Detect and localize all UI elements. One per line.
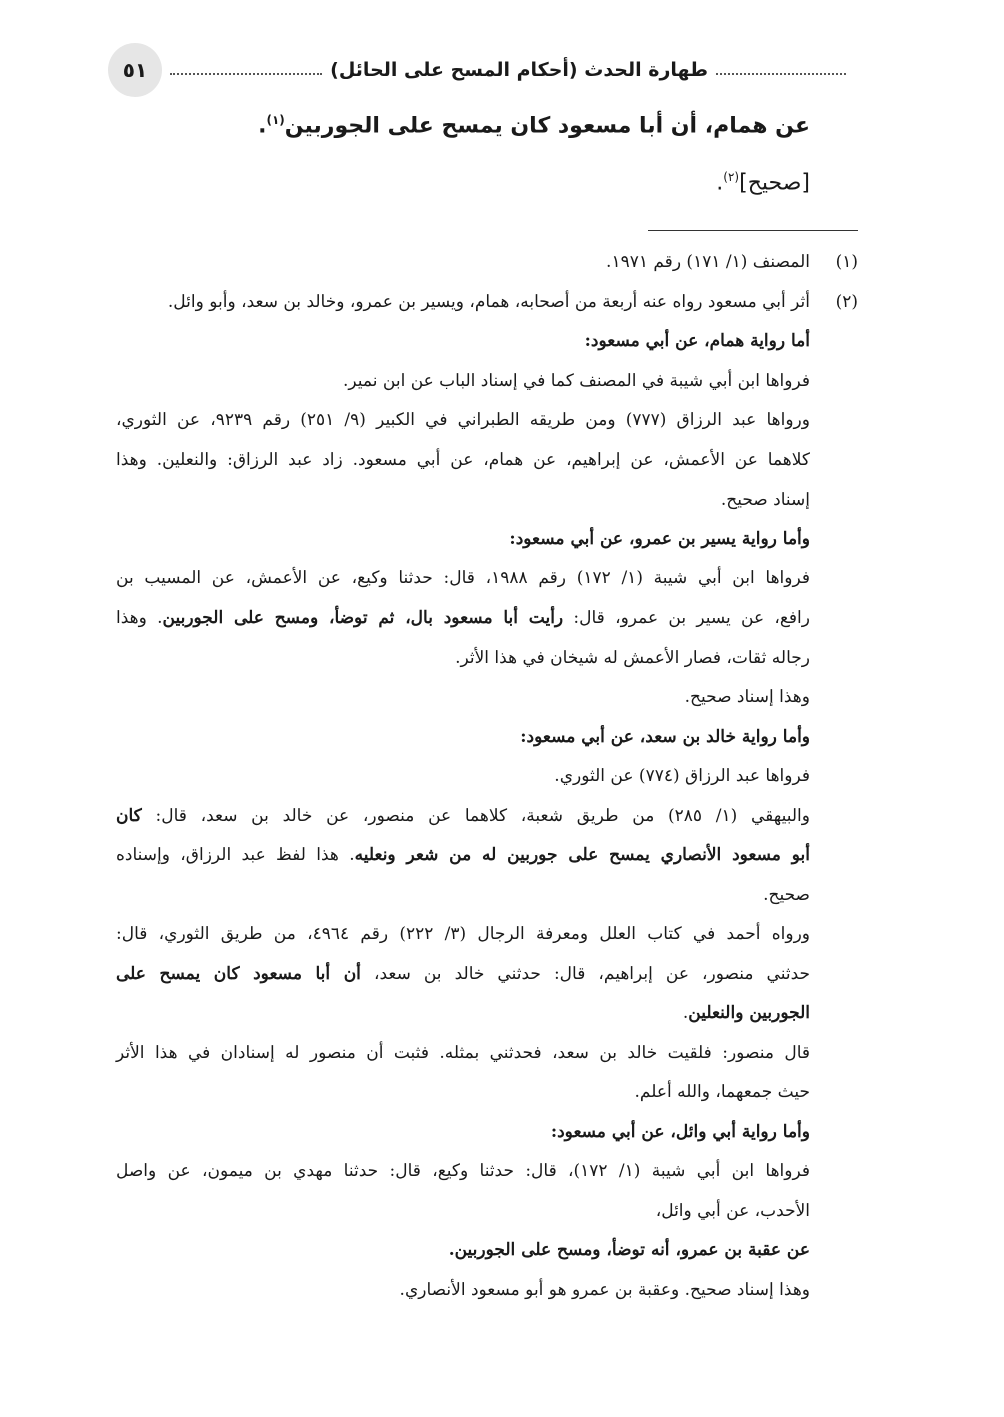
body-line: الأحدب، عن أبي وائل،	[655, 1201, 810, 1221]
quoted-text: أبو مسعود الأنصاري يمسح على جوربين له من شعر ونعليه	[354, 845, 810, 865]
footnote-1	[606, 252, 858, 272]
body-text: . وهذا	[116, 608, 163, 628]
body-line	[683, 1003, 810, 1023]
section-heading: أما رواية همام، عن أبي مسعود:	[584, 331, 810, 351]
body-line	[116, 806, 810, 826]
main-text-line-2	[716, 170, 810, 195]
body-line: فرواها ابن أبي شيبة (١/ ١٧٢)، قال: حدثنا وكيع، قال: حدثنا مهدي بن ميمون، عن واصل	[116, 1161, 810, 1181]
footnote-number: (١)	[835, 252, 858, 272]
footnote-number: (٢)	[835, 292, 858, 312]
quoted-text: رأيت أبا مسعود بال، ثم توضأ، ومسح على الجوربين	[162, 608, 564, 628]
body-line: وهذا إسناد صحيح. وعقبة بن عمرو هو أبو مسعود الأنصاري.	[399, 1280, 810, 1300]
body-line: حيث جمعهما، والله أعلم.	[634, 1082, 810, 1102]
header-leader-dots-right	[716, 73, 846, 75]
body-text: رافع، عن يسير بن عمرو، قال:	[563, 608, 810, 628]
quoted-text-line: عن عقبة بن عمرو، أنه توضأ، ومسح على الجوربين.	[448, 1240, 810, 1260]
section-heading: وأما رواية خالد بن سعد، عن أبي مسعود:	[520, 727, 810, 747]
grading: [صحيح]	[739, 170, 810, 196]
main-text: عن همام، أن أبا مسعود كان يمسح على الجوربين	[284, 113, 810, 139]
body-line	[116, 845, 810, 865]
footnote-text: المصنف (١/ ١٧١) رقم ١٩٧١.	[606, 252, 810, 272]
body-line: قال منصور: فلقيت خالد بن سعد، فحدثني بمثله. فثبت أن منصور له إسنادان في هذا الأثر	[116, 1043, 810, 1063]
page-number: ٥١	[108, 43, 162, 97]
body-line: ورواها عبد الرزاق (٧٧٧) ومن طريقه الطبراني في الكبير (٩/ ٢٥١) رقم ٩٢٣٩، عن الثوري،	[116, 410, 810, 430]
body-line: ورواه أحمد في كتاب العلل ومعرفة الرجال (٣/ ٢٢٢) رقم ٤٩٦٤، من طريق الثوري، قال:	[116, 924, 810, 944]
quoted-text: الجوربين والنعلين	[688, 1003, 810, 1023]
body-line: وهذا إسناد صحيح.	[684, 687, 810, 707]
footnote-2	[168, 292, 858, 312]
main-text-end: .	[258, 113, 267, 139]
body-line: كلاهما عن الأعمش، عن إبراهيم، عن همام، عن أبي مسعود. زاد عبد الرزاق: والنعلين. وهذا	[116, 450, 810, 470]
quoted-text: كان	[116, 806, 142, 826]
body-text: والبيهقي (١/ ٢٨٥) من طريق شعبة، كلاهما عن منصور، عن خالد بن سعد، قال:	[141, 806, 810, 826]
running-header-title: طهارة الحدث (أحكام المسح على الحائل)	[330, 59, 708, 81]
body-line: فرواها ابن أبي شيبة (١/ ١٧٢) رقم ١٩٨٨، قال: حدثنا وكيع، عن الأعمش، عن المسيب بن	[116, 568, 810, 588]
footnote-text: أثر أبي مسعود رواه عنه أربعة من أصحابه، همام، ويسير بن عمرو، وخالد بن سعد، وأبو وائل.	[167, 292, 810, 312]
body-text: .	[682, 1003, 689, 1023]
body-line: فرواها عبد الرزاق (٧٧٤) عن الثوري.	[554, 766, 810, 786]
footnote-separator	[648, 230, 858, 231]
body-line	[116, 608, 810, 628]
grading-end: .	[716, 170, 724, 196]
body-line	[116, 964, 810, 984]
page-header	[108, 44, 846, 96]
quoted-text: أن أبا مسعود كان يمسح على	[116, 964, 361, 984]
header-leader-dots-left	[170, 73, 322, 75]
body-line: إسناد صحيح.	[720, 490, 810, 510]
footnote-ref-2[interactable]: (٢)	[723, 170, 740, 184]
body-line: صحيح.	[763, 885, 810, 905]
main-text-line-1	[258, 113, 810, 138]
body-text: حدثني منصور، عن إبراهيم، قال: حدثني خالد بن سعد،	[360, 964, 811, 984]
section-heading: وأما رواية يسير بن عمرو، عن أبي مسعود:	[509, 529, 810, 549]
body-line: رجاله ثقات، فصار الأعمش له شيخان في هذا الأثر.	[455, 648, 810, 668]
section-heading: وأما رواية أبي وائل، عن أبي مسعود:	[550, 1122, 810, 1142]
body-text: . هذا لفظ عبد الرزاق، وإسناده	[116, 845, 355, 865]
body-line: فرواها ابن أبي شيبة في المصنف كما في إسناد الباب عن ابن نمير.	[343, 371, 810, 391]
footnote-ref-1[interactable]: (١)	[266, 113, 285, 127]
